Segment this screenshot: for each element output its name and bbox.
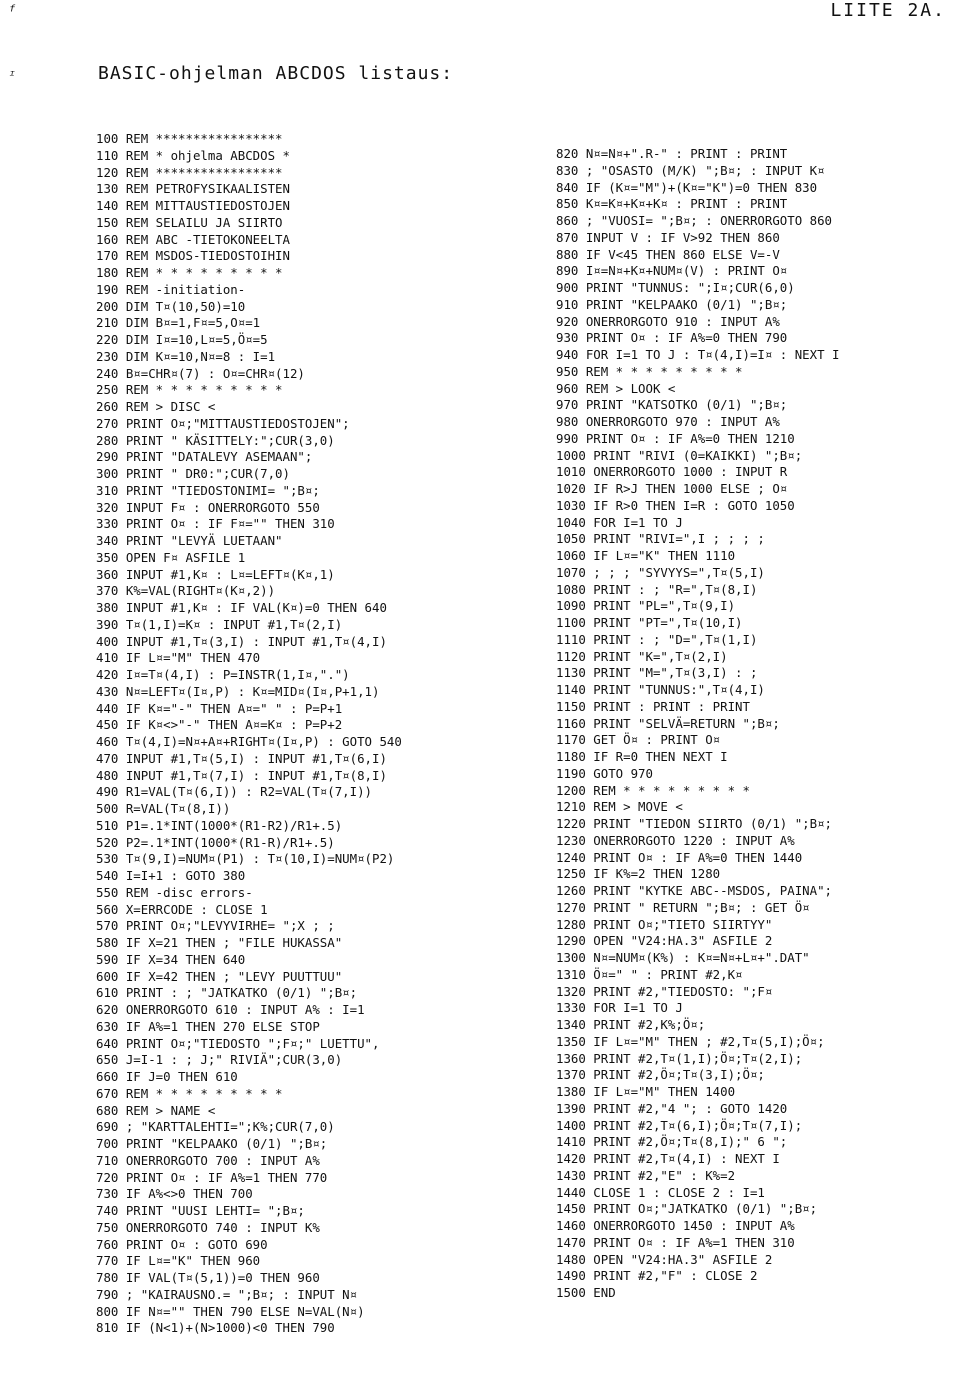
code-line: 760 PRINT O¤ : GOTO 690	[96, 1236, 268, 1252]
code-line: 1000 PRINT "RIVI (0=KAIKKI) ";B¤;	[556, 447, 803, 463]
code-line: 790 ; "KAIRAUSNO.= ";B¤; : INPUT N¤	[96, 1286, 358, 1302]
code-line: 1400 PRINT #2,T¤(6,I);Ö¤;T¤(7,I);	[556, 1117, 803, 1133]
code-line: 870 INPUT V : IF V>92 THEN 860	[556, 229, 780, 245]
code-line: 1190 GOTO 970	[556, 765, 653, 781]
code-line: 1020 IF R>J THEN 1000 ELSE ; O¤	[556, 481, 788, 496]
code-line: 980 ONERRORGOTO 970 : INPUT A%	[556, 414, 780, 429]
code-line: 260 REM > DISC <	[96, 399, 216, 414]
code-line: 360 INPUT #1,K¤ : L¤=LEFT¤(K¤,1)	[96, 566, 335, 582]
code-line: 780 IF VAL(T¤(5,1))=0 THEN 960	[96, 1270, 320, 1285]
code-line: 990 PRINT O¤ : IF A%=0 THEN 1210	[556, 430, 795, 446]
code-line: 1180 IF R=0 THEN NEXT I	[556, 749, 728, 764]
code-line: 910 PRINT "KELPAAKO (0/1) ";B¤;	[556, 296, 788, 312]
code-line: 210 DIM B¤=1,F¤=5,O¤=1	[96, 315, 261, 331]
code-line: 1200 REM * * * * * * * * *	[556, 782, 750, 798]
code-line: 1150 PRINT : PRINT : PRINT	[556, 698, 750, 714]
code-line: 1090 PRINT "PL=",T¤(9,I)	[556, 598, 736, 614]
code-line: 960 REM > LOOK <	[556, 380, 676, 396]
code-line: 770 IF L¤="K" THEN 960	[96, 1253, 261, 1269]
code-line: 1380 IF L¤="M" THEN 1400	[556, 1084, 736, 1099]
code-line: 540 I=I+1 : GOTO 380	[96, 868, 246, 883]
code-line: 580 IF X=21 THEN ; "FILE HUKASSA"	[96, 935, 343, 950]
code-line: 100 REM *****************	[96, 131, 283, 146]
code-line: 150 REM SELAILU JA SIIRTO	[96, 214, 283, 230]
code-line: 290 PRINT "DATALEVY ASEMAAN";	[96, 449, 313, 465]
code-line: 1370 PRINT #2,Ö¤;T¤(3,I);Ö¤;	[556, 1067, 765, 1083]
code-line: 180 REM * * * * * * * * *	[96, 265, 283, 280]
code-line: 890 I¤=N¤+K¤+NUM¤(V) : PRINT O¤	[556, 263, 788, 279]
code-line: 1340 PRINT #2,K%;Ö¤;	[556, 1017, 706, 1032]
code-line: 1300 N¤=NUM¤(K%) : K¤=N¤+L¤+".DAT"	[556, 950, 810, 965]
code-line: 1010 ONERRORGOTO 1000 : INPUT R	[556, 464, 788, 480]
code-line: 630 IF A%=1 THEN 270 ELSE STOP	[96, 1018, 320, 1034]
code-line: 1060 IF L¤="K" THEN 1110	[556, 548, 736, 563]
listing-left-column	[96, 131, 526, 1337]
code-line: 490 R1=VAL(T¤(6,I)) : R2=VAL(T¤(7,I))	[96, 784, 373, 800]
code-line: 270 PRINT O¤;"MITTAUSTIEDOSTOJEN";	[96, 415, 350, 431]
code-line: 620 ONERRORGOTO 610 : INPUT A% : I=1	[96, 1002, 365, 1017]
code-line: 660 IF J=0 THEN 610	[96, 1069, 238, 1084]
code-line: 240 B¤=CHR¤(7) : O¤=CHR¤(12)	[96, 365, 305, 381]
code-line: 1270 PRINT " RETURN ";B¤; : GET Ö¤	[556, 899, 810, 915]
listing-right-column	[556, 146, 956, 1302]
code-line: 820 N¤=N¤+".R-" : PRINT : PRINT	[556, 146, 788, 161]
code-line: 280 PRINT " KÄSITTELY:";CUR(3,0)	[96, 432, 335, 448]
code-line: 590 IF X=34 THEN 640	[96, 951, 246, 967]
appendix-header: LIITE 2A.	[830, 0, 946, 21]
code-line: 880 IF V<45 THEN 860 ELSE V=-V	[556, 246, 780, 262]
code-line: 1390 PRINT #2,"4 "; : GOTO 1420	[556, 1100, 788, 1116]
code-line: 380 INPUT #1,K¤ : IF VAL(K¤)=0 THEN 640	[96, 600, 387, 615]
code-line: 120 REM *****************	[96, 164, 283, 180]
code-line: 1110 PRINT : ; "D=",T¤(1,I)	[556, 631, 758, 647]
code-line: 640 PRINT O¤;"TIEDOSTO ";F¤;" LUETTU",	[96, 1035, 380, 1051]
code-line: 480 INPUT #1,T¤(7,I) : INPUT #1,T¤(8,I)	[96, 767, 387, 783]
code-line: 370 K%=VAL(RIGHT¤(K¤,2))	[96, 583, 276, 599]
code-line: 930 PRINT O¤ : IF A%=0 THEN 790	[556, 330, 788, 346]
code-line: 830 ; "OSASTO (M/K) ";B¤; : INPUT K¤	[556, 162, 825, 178]
code-line: 440 IF K¤="-" THEN A¤=" " : P=P+1	[96, 700, 343, 716]
code-line: 410 IF L¤="M" THEN 470	[96, 650, 261, 666]
code-line: 1100 PRINT "PT=",T¤(10,I)	[556, 615, 743, 630]
code-line: 1430 PRINT #2,"E" : K%=2	[556, 1167, 736, 1183]
code-line: 1230 ONERRORGOTO 1220 : INPUT A%	[556, 832, 795, 848]
code-line: 530 T¤(9,I)=NUM¤(P1) : T¤(10,I)=NUM¤(P2)	[96, 851, 395, 867]
code-line: 300 PRINT " DR0:";CUR(7,0)	[96, 466, 290, 481]
code-line: 460 T¤(4,I)=N¤+A¤+RIGHT¤(I¤,P) : GOTO 540	[96, 734, 402, 749]
code-line: 800 IF N¤="" THEN 790 ELSE N=VAL(N¤)	[96, 1303, 365, 1319]
code-line: 610 PRINT : ; "JATKATKO (0/1) ";B¤;	[96, 985, 358, 1001]
code-line: 1050 PRINT "RIVI=",I ; ; ; ;	[556, 531, 765, 547]
code-line: 670 REM * * * * * * * * *	[96, 1085, 283, 1101]
side-mark: ᶦ	[8, 68, 17, 84]
code-line: 940 FOR I=1 TO J : T¤(4,I)=I¤ : NEXT I	[556, 347, 840, 362]
code-line: 1140 PRINT "TUNNUS:",T¤(4,I)	[556, 682, 765, 697]
code-line: 420 I¤=T¤(4,I) : P=INSTR(1,I¤,".")	[96, 667, 350, 682]
code-line: 1450 PRINT O¤;"JATKATKO (0/1) ";B¤;	[556, 1201, 818, 1217]
code-line: 850 K¤=K¤+K¤+K¤ : PRINT : PRINT	[556, 196, 788, 212]
code-line: 130 REM PETROFYSIKAALISTEN	[96, 181, 290, 197]
code-line: 1500 END	[556, 1285, 616, 1300]
code-line: 400 INPUT #1,T¤(3,I) : INPUT #1,T¤(4,I)	[96, 633, 387, 649]
code-line: 1070 ; ; ; "SYVYYS=",T¤(5,I)	[556, 564, 765, 580]
code-line: 500 R=VAL(T¤(8,I))	[96, 801, 231, 816]
code-line: 920 ONERRORGOTO 910 : INPUT A%	[556, 313, 780, 329]
code-line: 720 PRINT O¤ : IF A%=1 THEN 770	[96, 1169, 328, 1185]
code-line: 810 IF (N<1)+(N>1000)<0 THEN 790	[96, 1320, 335, 1336]
code-line: 570 PRINT O¤;"LEVYVIRHE= ";X ; ;	[96, 918, 335, 934]
code-line: 730 IF A%<>0 THEN 700	[96, 1186, 253, 1202]
code-line: 740 PRINT "UUSI LEHTI= ";B¤;	[96, 1203, 305, 1218]
code-line: 1210 REM > MOVE <	[556, 799, 683, 815]
code-line: 1310 Ö¤=" " : PRINT #2,K¤	[556, 966, 743, 982]
code-line: 450 IF K¤<>"-" THEN A¤=K¤ : P=P+2	[96, 717, 343, 733]
code-line: 330 PRINT O¤ : IF F¤="" THEN 310	[96, 516, 335, 532]
corner-mark: ᶠ	[8, 2, 18, 21]
code-line: 200 DIM T¤(10,50)=10	[96, 298, 246, 314]
code-line: 1350 IF L¤="M" THEN ; #2,T¤(5,I);Ö¤;	[556, 1033, 825, 1049]
code-line: 680 REM > NAME <	[96, 1102, 216, 1118]
code-line: 140 REM MITTAUSTIEDOSTOJEN	[96, 198, 290, 213]
code-line: 1360 PRINT #2,T¤(1,I);Ö¤;T¤(2,I);	[556, 1050, 803, 1066]
code-line: 170 REM MSDOS-TIEDOSTOIHIN	[96, 248, 290, 264]
code-line: 970 PRINT "KATSOTKO (0/1) ";B¤;	[556, 397, 788, 413]
code-line: 1080 PRINT : ; "R=",T¤(8,I)	[556, 581, 758, 597]
code-line: 1040 FOR I=1 TO J	[556, 514, 683, 530]
code-line: 1160 PRINT "SELVÄ=RETURN ";B¤;	[556, 715, 780, 731]
code-line: 220 DIM I¤=10,L¤=5,Ö¤=5	[96, 332, 268, 347]
code-line: 430 N¤=LEFT¤(I¤,P) : K¤=MID¤(I¤,P+1,1)	[96, 683, 380, 699]
code-line: 710 ONERRORGOTO 700 : INPUT A%	[96, 1152, 320, 1168]
code-line: 1130 PRINT "M=",T¤(3,I) : ;	[556, 665, 758, 681]
code-line: 600 IF X=42 THEN ; "LEVY PUUTTUU"	[96, 968, 343, 984]
code-line: 550 REM -disc errors-	[96, 884, 253, 900]
code-line: 190 REM -initiation-	[96, 281, 246, 297]
code-line: 1220 PRINT "TIEDON SIIRTO (0/1) ";B¤;	[556, 816, 833, 831]
code-line: 1030 IF R>0 THEN I=R : GOTO 1050	[556, 497, 795, 513]
code-line: 1440 CLOSE 1 : CLOSE 2 : I=1	[556, 1184, 765, 1200]
code-line: 900 PRINT "TUNNUS: ";I¤;CUR(6,0)	[556, 280, 795, 295]
code-line: 750 ONERRORGOTO 740 : INPUT K%	[96, 1219, 320, 1235]
code-line: 840 IF (K¤="M")+(K¤="K")=0 THEN 830	[556, 179, 818, 195]
code-line: 160 REM ABC -TIETOKONEELTA	[96, 231, 290, 247]
code-line: 650 J=I-1 : ; J;" RIVIÄ";CUR(3,0)	[96, 1052, 343, 1068]
code-line: 230 DIM K¤=10,N¤=8 : I=1	[96, 348, 276, 364]
code-line: 1170 GET Ö¤ : PRINT O¤	[556, 732, 721, 748]
code-line: 1410 PRINT #2,Ö¤;T¤(8,I);" 6 ";	[556, 1134, 788, 1150]
code-line: 1250 IF K%=2 THEN 1280	[556, 866, 721, 882]
code-line: 110 REM * ohjelma ABCDOS *	[96, 147, 290, 163]
code-line: 1290 OPEN "V24:HA.3" ASFILE 2	[556, 933, 773, 949]
code-line: 1280 PRINT O¤;"TIETO SIIRTYY"	[556, 916, 773, 932]
code-line: 560 X=ERRCODE : CLOSE 1	[96, 901, 268, 917]
code-line: 1240 PRINT O¤ : IF A%=0 THEN 1440	[556, 849, 803, 865]
code-line: 1480 OPEN "V24:HA.3" ASFILE 2	[556, 1251, 773, 1267]
code-line: 1120 PRINT "K=",T¤(2,I)	[556, 648, 728, 664]
code-line: 470 INPUT #1,T¤(5,I) : INPUT #1,T¤(6,I)	[96, 750, 387, 766]
code-line: 250 REM * * * * * * * * *	[96, 382, 283, 398]
code-line: 340 PRINT "LEVYÄ LUETAAN"	[96, 533, 283, 548]
code-line: 1330 FOR I=1 TO J	[556, 1000, 683, 1016]
code-line: 860 ; "VUOSI= ";B¤; : ONERRORGOTO 860	[556, 213, 833, 228]
code-line: 510 P1=.1*INT(1000*(R1-R2)/R1+.5)	[96, 817, 343, 833]
code-line: 1320 PRINT #2,"TIEDOSTO: ";F¤	[556, 983, 773, 999]
code-line: 950 REM * * * * * * * * *	[556, 363, 743, 379]
code-line: 320 INPUT F¤ : ONERRORGOTO 550	[96, 499, 320, 515]
document-title: BASIC-ohjelman ABCDOS listaus:	[98, 63, 454, 84]
code-line: 390 T¤(1,I)=K¤ : INPUT #1,T¤(2,I)	[96, 616, 343, 632]
code-line: 1260 PRINT "KYTKE ABC--MSDOS, PAINA";	[556, 883, 833, 898]
code-line: 1460 ONERRORGOTO 1450 : INPUT A%	[556, 1218, 795, 1233]
code-line: 1490 PRINT #2,"F" : CLOSE 2	[556, 1268, 758, 1284]
code-line: 690 ; "KARTTALEHTI=";K%;CUR(7,0)	[96, 1119, 335, 1135]
code-line: 700 PRINT "KELPAAKO (0/1) ";B¤;	[96, 1136, 328, 1151]
code-line: 1470 PRINT O¤ : IF A%=1 THEN 310	[556, 1234, 795, 1250]
code-line: 310 PRINT "TIEDOSTONIMI= ";B¤;	[96, 482, 320, 498]
code-line: 520 P2=.1*INT(1000*(R1-R)/R1+.5)	[96, 834, 335, 850]
code-line: 350 OPEN F¤ ASFILE 1	[96, 549, 246, 565]
code-line: 1420 PRINT #2,T¤(4,I) : NEXT I	[556, 1151, 780, 1166]
